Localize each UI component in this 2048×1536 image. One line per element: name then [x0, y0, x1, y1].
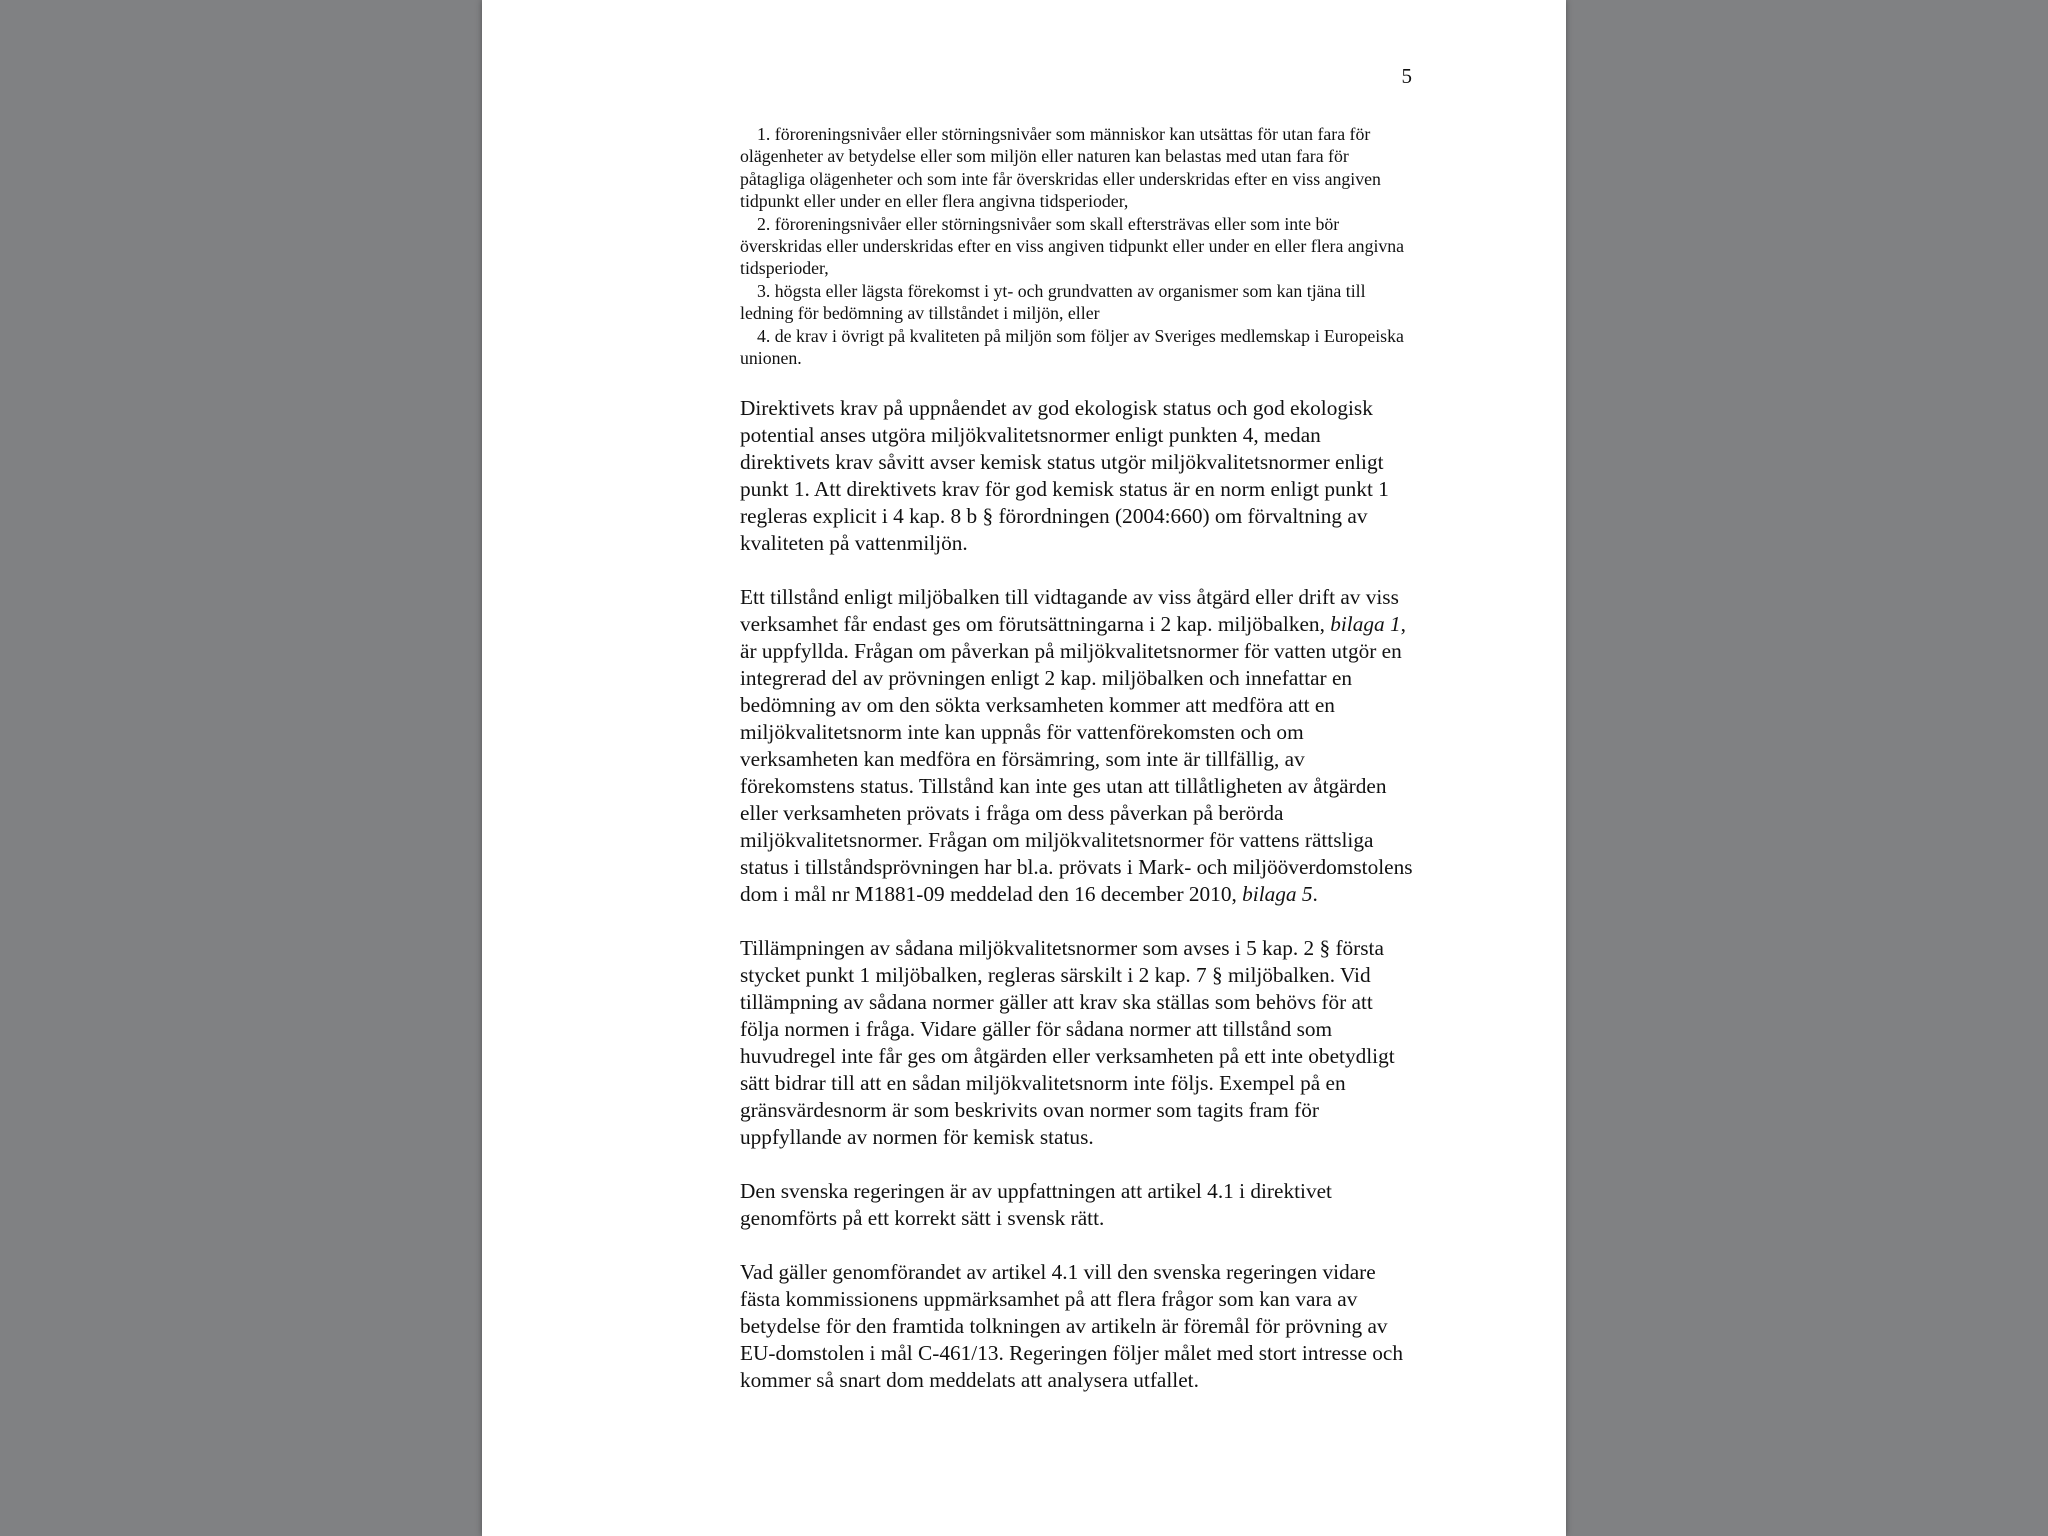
list-item: 3. högsta eller lägsta förekomst i yt- och grundvatten av organismer som kan tjäna till ledning för bedömning av tillståndet i miljön, eller: [740, 280, 1366, 324]
page-number: 5: [1401, 64, 1412, 88]
paragraph-text: Ett tillstånd enligt miljöbalken till vidtagande av viss åtgärd eller drift av viss verksamhet får endast ges om förutsättningarna i 2 kap. miljöbalken,: [740, 585, 1399, 636]
paragraph-text: , är uppfyllda. Frågan om påverkan på miljökvalitetsnormer för vatten utgör en integrerad del av prövningen enligt 2 kap. miljöbalken och innefattar en bedömning av om den sökta verksamheten kommer att medföra att en miljökvalitetsnorm inte kan uppnås för vattenförekomsten och om verksamheten kan medföra en försämring, som inte är tillfällig, av förekomstens status. Tillstånd kan inte ges utan att tillåtligheten av åtgärden eller verksamheten prövats i fråga om dess påverkan på berörda miljökvalitetsnormer. Frågan om miljökvalitetsnormer för vattens rättsliga status i tillståndsprövningen har bl.a. prövats i Mark- och miljööverdomstolens dom i mål nr M1881-09 meddelad den 16 december 2010,: [740, 612, 1413, 906]
paragraph: [740, 584, 1414, 908]
list-item: 1. föroreningsnivåer eller störningsnivåer som människor kan utsättas för utan fara för olägenheter av betydelse eller som miljön eller naturen kan belastas med utan fara för påtagliga olägenheter och som inte får överskridas eller underskridas efter en viss angiven tidpunkt eller under en eller flera angivna tidsperioder,: [740, 124, 1381, 212]
attachment-reference: bilaga 5: [1242, 882, 1313, 906]
list-item: 2. föroreningsnivåer eller störningsnivåer som skall eftersträvas eller som inte bör överskridas eller underskridas efter en viss angiven tidpunkt eller under en eller flera angivna tidsperioder,: [740, 213, 1405, 279]
body-text: [740, 395, 1414, 1421]
attachment-reference: bilaga 1: [1330, 612, 1401, 636]
paragraph: Vad gäller genomförandet av artikel 4.1 vill den svenska regeringen vidare fästa kommissionens uppmärksamhet på att flera frågor som kan vara av betydelse för den framtida tolkningen av artikeln är föremål för prövning av EU-domstolen i mål C-461/13. Regeringen följer målet med stort intresse och kommer så snart dom meddelats att analysera utfallet.: [740, 1260, 1404, 1392]
paragraph: Direktivets krav på uppnåendet av god ekologisk status och god ekologisk potential anses utgöra miljökvalitetsnormer enligt punkten 4, medan direktivets krav såvitt avser kemisk status utgör miljökvalitetsnormer enligt punkt 1. Att direktivets krav för god kemisk status är en norm enligt punkt 1 regleras explicit i 4 kap. 8 b § förordningen (2004:660) om förvaltning av kvaliteten på vattenmiljön.: [740, 396, 1389, 555]
list-item: 4. de krav i övrigt på kvaliteten på miljön som följer av Sveriges medlemskap i Europeiska unionen.: [740, 325, 1404, 369]
paragraph-text: .: [1312, 882, 1318, 906]
paragraph: Tillämpningen av sådana miljökvalitetsnormer som avses i 5 kap. 2 § första stycket punkt 1 miljöbalken, regleras särskilt i 2 kap. 7 § miljöbalken. Vid tillämpning av sådana normer gäller att krav ska ställas som behövs för att följa normen i fråga. Vidare gäller för sådana normer att tillstånd som huvudregel inte får ges om åtgärden eller verksamheten på ett inte obetydligt sätt bidrar till att en sådan miljökvalitetsnorm inte följs. Exempel på en gränsvärdesnorm är som beskrivits ovan normer som tagits fram för uppfyllande av normen för kemisk status.: [740, 936, 1395, 1149]
paragraph: Den svenska regeringen är av uppfattningen att artikel 4.1 i direktivet genomförts på ett korrekt sätt i svensk rätt.: [740, 1179, 1332, 1230]
quoted-law-list: [740, 123, 1412, 369]
